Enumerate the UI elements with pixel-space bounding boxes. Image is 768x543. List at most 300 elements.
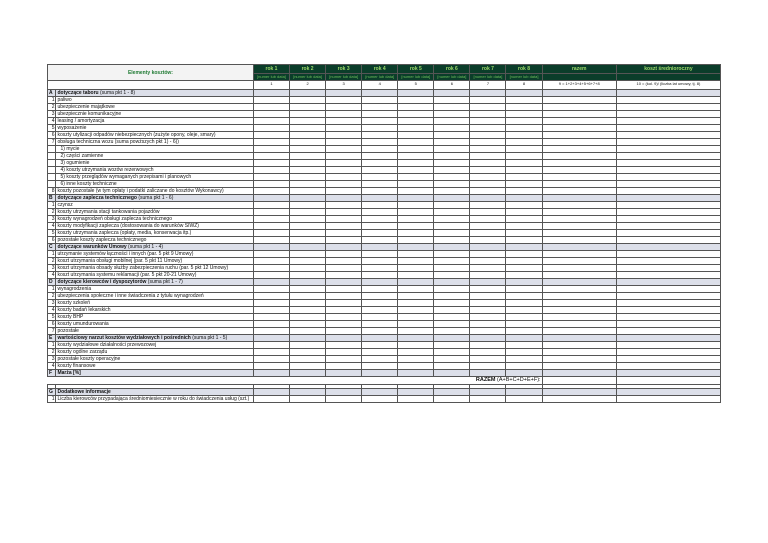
value-cell[interactable] (253, 104, 289, 111)
value-cell[interactable] (398, 328, 434, 335)
value-cell[interactable] (253, 328, 289, 335)
value-cell[interactable] (398, 251, 434, 258)
value-cell[interactable] (253, 244, 289, 251)
value-cell[interactable] (398, 139, 434, 146)
value-cell[interactable] (616, 111, 720, 118)
value-cell[interactable] (398, 244, 434, 251)
value-cell[interactable] (506, 258, 542, 265)
value-cell[interactable] (434, 328, 470, 335)
value-cell[interactable] (290, 202, 326, 209)
value-cell[interactable] (253, 118, 289, 125)
value-cell[interactable] (470, 396, 506, 403)
value-cell[interactable] (326, 195, 362, 202)
value-cell[interactable] (470, 389, 506, 396)
value-cell[interactable] (253, 286, 289, 293)
value-cell[interactable] (470, 202, 506, 209)
value-cell[interactable] (362, 216, 398, 223)
value-cell[interactable] (542, 160, 616, 167)
value-cell[interactable] (326, 293, 362, 300)
value-cell[interactable] (326, 139, 362, 146)
value-cell[interactable] (362, 307, 398, 314)
value-cell[interactable] (290, 258, 326, 265)
value-cell[interactable] (470, 335, 506, 342)
value-cell[interactable] (542, 314, 616, 321)
value-cell[interactable] (616, 188, 720, 195)
value-cell[interactable] (326, 370, 362, 377)
value-cell[interactable] (434, 279, 470, 286)
value-cell[interactable] (616, 321, 720, 328)
value-cell[interactable] (290, 97, 326, 104)
value-cell[interactable] (362, 328, 398, 335)
value-cell[interactable] (470, 363, 506, 370)
value-cell[interactable] (506, 153, 542, 160)
value-cell[interactable] (253, 153, 289, 160)
value-cell[interactable] (434, 181, 470, 188)
value-cell[interactable] (253, 202, 289, 209)
value-cell[interactable] (434, 209, 470, 216)
value-cell[interactable] (542, 188, 616, 195)
value-cell[interactable] (290, 146, 326, 153)
value-cell[interactable] (616, 90, 720, 97)
value-cell[interactable] (506, 202, 542, 209)
value-cell[interactable] (253, 293, 289, 300)
value-cell[interactable] (362, 132, 398, 139)
value-cell[interactable] (253, 265, 289, 272)
value-cell[interactable] (362, 188, 398, 195)
value-cell[interactable] (362, 300, 398, 307)
value-cell[interactable] (398, 195, 434, 202)
value-cell[interactable] (290, 300, 326, 307)
value-cell[interactable] (253, 370, 289, 377)
value-cell[interactable] (616, 370, 720, 377)
value-cell[interactable] (616, 97, 720, 104)
value-cell[interactable] (506, 181, 542, 188)
value-cell[interactable] (506, 293, 542, 300)
value-cell[interactable] (398, 300, 434, 307)
value-cell[interactable] (434, 160, 470, 167)
value-cell[interactable] (398, 370, 434, 377)
value-cell[interactable] (253, 363, 289, 370)
value-cell[interactable] (362, 258, 398, 265)
value-cell[interactable] (542, 389, 616, 396)
value-cell[interactable] (506, 286, 542, 293)
value-cell[interactable] (616, 209, 720, 216)
value-cell[interactable] (326, 335, 362, 342)
value-cell[interactable] (398, 174, 434, 181)
value-cell[interactable] (398, 216, 434, 223)
value-cell[interactable] (506, 335, 542, 342)
value-cell[interactable] (542, 139, 616, 146)
value-cell[interactable] (434, 237, 470, 244)
value-cell[interactable] (506, 195, 542, 202)
value-cell[interactable] (253, 307, 289, 314)
value-cell[interactable] (434, 300, 470, 307)
value-cell[interactable] (326, 244, 362, 251)
value-cell[interactable] (398, 307, 434, 314)
value-cell[interactable] (542, 293, 616, 300)
value-cell[interactable] (362, 167, 398, 174)
value-cell[interactable] (542, 90, 616, 97)
value-cell[interactable] (434, 265, 470, 272)
value-cell[interactable] (326, 342, 362, 349)
value-cell[interactable] (616, 132, 720, 139)
value-cell[interactable] (434, 349, 470, 356)
value-cell[interactable] (542, 335, 616, 342)
value-cell[interactable] (542, 321, 616, 328)
value-cell[interactable] (542, 202, 616, 209)
value-cell[interactable] (362, 230, 398, 237)
value-cell[interactable] (362, 279, 398, 286)
value-cell[interactable] (326, 279, 362, 286)
value-cell[interactable] (253, 396, 289, 403)
value-cell[interactable] (290, 356, 326, 363)
value-cell[interactable] (362, 265, 398, 272)
value-cell[interactable] (470, 356, 506, 363)
value-cell[interactable] (616, 286, 720, 293)
value-cell[interactable] (326, 307, 362, 314)
value-cell[interactable] (398, 272, 434, 279)
value-cell[interactable] (362, 202, 398, 209)
value-cell[interactable] (326, 300, 362, 307)
value-cell[interactable] (506, 139, 542, 146)
value-cell[interactable] (470, 97, 506, 104)
value-cell[interactable] (398, 321, 434, 328)
value-cell[interactable] (470, 216, 506, 223)
value-cell[interactable] (290, 223, 326, 230)
value-cell[interactable] (506, 314, 542, 321)
value-cell[interactable] (434, 97, 470, 104)
value-cell[interactable] (290, 293, 326, 300)
value-cell[interactable] (542, 209, 616, 216)
value-cell[interactable] (326, 389, 362, 396)
value-cell[interactable] (290, 181, 326, 188)
value-cell[interactable] (253, 272, 289, 279)
value-cell[interactable] (542, 237, 616, 244)
value-cell[interactable] (506, 328, 542, 335)
value-cell[interactable] (434, 139, 470, 146)
value-cell[interactable] (398, 396, 434, 403)
value-cell[interactable] (542, 97, 616, 104)
value-cell[interactable] (434, 258, 470, 265)
value-cell[interactable] (470, 237, 506, 244)
value-cell[interactable] (398, 90, 434, 97)
value-cell[interactable] (434, 111, 470, 118)
value-cell[interactable] (253, 279, 289, 286)
value-cell[interactable] (542, 174, 616, 181)
value-cell[interactable] (616, 342, 720, 349)
value-cell[interactable] (398, 153, 434, 160)
value-cell[interactable] (398, 209, 434, 216)
value-cell[interactable] (290, 230, 326, 237)
value-cell[interactable] (470, 251, 506, 258)
value-cell[interactable] (290, 342, 326, 349)
value-cell[interactable] (506, 389, 542, 396)
value-cell[interactable] (616, 258, 720, 265)
value-cell[interactable] (616, 356, 720, 363)
value-cell[interactable] (253, 230, 289, 237)
value-cell[interactable] (253, 125, 289, 132)
value-cell[interactable] (290, 389, 326, 396)
value-cell[interactable] (542, 111, 616, 118)
value-cell[interactable] (398, 146, 434, 153)
value-cell[interactable] (470, 167, 506, 174)
value-cell[interactable] (542, 132, 616, 139)
value-cell[interactable] (434, 356, 470, 363)
value-cell[interactable] (398, 265, 434, 272)
value-cell[interactable] (616, 389, 720, 396)
value-cell[interactable] (434, 153, 470, 160)
value-cell[interactable] (326, 349, 362, 356)
value-cell[interactable] (326, 167, 362, 174)
value-cell[interactable] (542, 349, 616, 356)
value-cell[interactable] (542, 216, 616, 223)
value-cell[interactable] (362, 349, 398, 356)
value-cell[interactable] (542, 251, 616, 258)
value-cell[interactable] (326, 396, 362, 403)
value-cell[interactable] (434, 370, 470, 377)
value-cell[interactable] (506, 230, 542, 237)
value-cell[interactable] (253, 97, 289, 104)
value-cell[interactable] (470, 258, 506, 265)
value-cell[interactable] (290, 244, 326, 251)
value-cell[interactable] (253, 389, 289, 396)
value-cell[interactable] (616, 216, 720, 223)
value-cell[interactable] (362, 342, 398, 349)
value-cell[interactable] (616, 167, 720, 174)
value-cell[interactable] (326, 230, 362, 237)
value-cell[interactable] (434, 125, 470, 132)
value-cell[interactable] (290, 90, 326, 97)
value-cell[interactable] (253, 111, 289, 118)
value-cell[interactable] (362, 363, 398, 370)
value-cell[interactable] (470, 146, 506, 153)
value-cell[interactable] (506, 118, 542, 125)
value-cell[interactable] (326, 216, 362, 223)
value-cell[interactable] (434, 104, 470, 111)
value-cell[interactable] (290, 132, 326, 139)
value-cell[interactable] (506, 104, 542, 111)
value-cell[interactable] (326, 118, 362, 125)
value-cell[interactable] (326, 265, 362, 272)
value-cell[interactable] (470, 118, 506, 125)
value-cell[interactable] (616, 349, 720, 356)
value-cell[interactable] (253, 146, 289, 153)
value-cell[interactable] (506, 209, 542, 216)
value-cell[interactable] (542, 223, 616, 230)
value-cell[interactable] (290, 139, 326, 146)
value-cell[interactable] (326, 321, 362, 328)
value-cell[interactable] (326, 237, 362, 244)
value-cell[interactable] (470, 286, 506, 293)
value-cell[interactable] (434, 286, 470, 293)
value-cell[interactable] (470, 125, 506, 132)
value-cell[interactable] (434, 188, 470, 195)
value-cell[interactable] (470, 244, 506, 251)
value-cell[interactable] (326, 363, 362, 370)
value-cell[interactable] (434, 146, 470, 153)
value-cell[interactable] (398, 118, 434, 125)
value-cell[interactable] (470, 314, 506, 321)
value-cell[interactable] (362, 293, 398, 300)
value-cell[interactable] (434, 321, 470, 328)
value-cell[interactable] (253, 321, 289, 328)
value-cell[interactable] (506, 237, 542, 244)
value-cell[interactable] (253, 209, 289, 216)
value-cell[interactable] (253, 160, 289, 167)
value-cell[interactable] (434, 293, 470, 300)
value-cell[interactable] (362, 181, 398, 188)
value-cell[interactable] (398, 237, 434, 244)
value-cell[interactable] (434, 216, 470, 223)
value-cell[interactable] (253, 223, 289, 230)
value-cell[interactable] (470, 265, 506, 272)
razem-value[interactable] (542, 377, 616, 385)
value-cell[interactable] (542, 342, 616, 349)
value-cell[interactable] (616, 146, 720, 153)
value-cell[interactable] (398, 181, 434, 188)
value-cell[interactable] (616, 363, 720, 370)
value-cell[interactable] (470, 188, 506, 195)
value-cell[interactable] (290, 286, 326, 293)
value-cell[interactable] (253, 300, 289, 307)
value-cell[interactable] (542, 286, 616, 293)
value-cell[interactable] (434, 251, 470, 258)
value-cell[interactable] (290, 188, 326, 195)
value-cell[interactable] (616, 118, 720, 125)
value-cell[interactable] (470, 174, 506, 181)
value-cell[interactable] (398, 342, 434, 349)
value-cell[interactable] (326, 328, 362, 335)
value-cell[interactable] (290, 314, 326, 321)
value-cell[interactable] (362, 396, 398, 403)
value-cell[interactable] (290, 272, 326, 279)
value-cell[interactable] (506, 279, 542, 286)
value-cell[interactable] (542, 104, 616, 111)
value-cell[interactable] (326, 209, 362, 216)
value-cell[interactable] (253, 174, 289, 181)
value-cell[interactable] (616, 195, 720, 202)
value-cell[interactable] (506, 356, 542, 363)
value-cell[interactable] (290, 209, 326, 216)
value-cell[interactable] (470, 349, 506, 356)
value-cell[interactable] (470, 181, 506, 188)
value-cell[interactable] (616, 230, 720, 237)
value-cell[interactable] (362, 153, 398, 160)
value-cell[interactable] (362, 237, 398, 244)
value-cell[interactable] (290, 328, 326, 335)
value-cell[interactable] (542, 356, 616, 363)
value-cell[interactable] (326, 111, 362, 118)
value-cell[interactable] (398, 125, 434, 132)
value-cell[interactable] (362, 90, 398, 97)
value-cell[interactable] (542, 265, 616, 272)
value-cell[interactable] (326, 181, 362, 188)
value-cell[interactable] (434, 335, 470, 342)
value-cell[interactable] (362, 146, 398, 153)
value-cell[interactable] (326, 188, 362, 195)
value-cell[interactable] (470, 209, 506, 216)
value-cell[interactable] (362, 251, 398, 258)
value-cell[interactable] (542, 363, 616, 370)
value-cell[interactable] (542, 125, 616, 132)
value-cell[interactable] (326, 223, 362, 230)
value-cell[interactable] (434, 174, 470, 181)
value-cell[interactable] (506, 321, 542, 328)
value-cell[interactable] (470, 230, 506, 237)
value-cell[interactable] (326, 104, 362, 111)
value-cell[interactable] (398, 202, 434, 209)
value-cell[interactable] (434, 244, 470, 251)
value-cell[interactable] (542, 300, 616, 307)
value-cell[interactable] (290, 125, 326, 132)
value-cell[interactable] (253, 356, 289, 363)
value-cell[interactable] (326, 90, 362, 97)
value-cell[interactable] (398, 160, 434, 167)
value-cell[interactable] (398, 111, 434, 118)
value-cell[interactable] (506, 146, 542, 153)
value-cell[interactable] (290, 167, 326, 174)
value-cell[interactable] (470, 160, 506, 167)
value-cell[interactable] (290, 363, 326, 370)
value-cell[interactable] (506, 342, 542, 349)
value-cell[interactable] (542, 118, 616, 125)
value-cell[interactable] (470, 139, 506, 146)
value-cell[interactable] (326, 286, 362, 293)
value-cell[interactable] (290, 321, 326, 328)
value-cell[interactable] (290, 279, 326, 286)
value-cell[interactable] (434, 389, 470, 396)
value-cell[interactable] (616, 244, 720, 251)
value-cell[interactable] (470, 153, 506, 160)
value-cell[interactable] (290, 195, 326, 202)
value-cell[interactable] (362, 356, 398, 363)
value-cell[interactable] (470, 293, 506, 300)
value-cell[interactable] (506, 265, 542, 272)
value-cell[interactable] (506, 223, 542, 230)
value-cell[interactable] (253, 251, 289, 258)
value-cell[interactable] (326, 97, 362, 104)
value-cell[interactable] (362, 370, 398, 377)
value-cell[interactable] (506, 174, 542, 181)
value-cell[interactable] (362, 125, 398, 132)
value-cell[interactable] (326, 258, 362, 265)
value-cell[interactable] (290, 174, 326, 181)
value-cell[interactable] (362, 111, 398, 118)
value-cell[interactable] (326, 251, 362, 258)
value-cell[interactable] (253, 167, 289, 174)
value-cell[interactable] (398, 279, 434, 286)
value-cell[interactable] (616, 272, 720, 279)
value-cell[interactable] (616, 279, 720, 286)
value-cell[interactable] (616, 335, 720, 342)
value-cell[interactable] (470, 104, 506, 111)
value-cell[interactable] (506, 370, 542, 377)
value-cell[interactable] (434, 132, 470, 139)
value-cell[interactable] (542, 230, 616, 237)
value-cell[interactable] (470, 132, 506, 139)
value-cell[interactable] (470, 279, 506, 286)
value-cell[interactable] (542, 328, 616, 335)
value-cell[interactable] (253, 188, 289, 195)
value-cell[interactable] (290, 111, 326, 118)
value-cell[interactable] (398, 104, 434, 111)
value-cell[interactable] (616, 300, 720, 307)
value-cell[interactable] (398, 293, 434, 300)
value-cell[interactable] (253, 90, 289, 97)
value-cell[interactable] (253, 139, 289, 146)
value-cell[interactable] (398, 167, 434, 174)
value-cell[interactable] (290, 153, 326, 160)
